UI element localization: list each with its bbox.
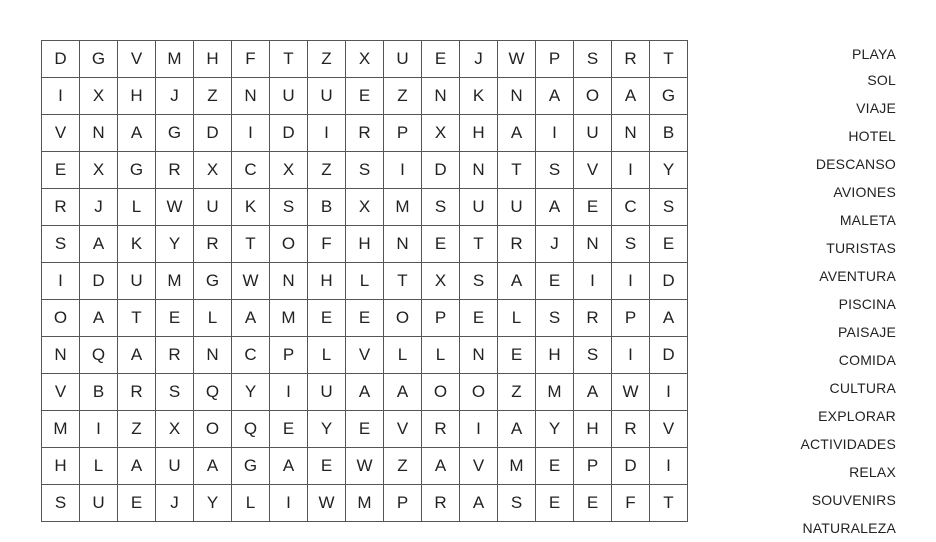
grid-cell[interactable]: A <box>498 411 536 448</box>
grid-cell[interactable]: I <box>460 411 498 448</box>
grid-cell[interactable]: Z <box>498 374 536 411</box>
grid-cell[interactable]: R <box>118 374 156 411</box>
word-list-item: CULTURA <box>829 380 896 396</box>
grid-cell[interactable]: H <box>460 115 498 152</box>
grid-cell[interactable]: E <box>498 337 536 374</box>
grid-cell[interactable]: X <box>194 152 232 189</box>
grid-cell[interactable]: I <box>574 263 612 300</box>
grid-cell[interactable]: S <box>270 189 308 226</box>
grid-cell[interactable]: D <box>270 115 308 152</box>
grid-cell[interactable]: Y <box>536 411 574 448</box>
grid-cell[interactable]: H <box>42 448 80 485</box>
grid-row <box>42 485 688 522</box>
grid-cell[interactable]: O <box>42 300 80 337</box>
grid-cell[interactable]: R <box>612 41 650 78</box>
grid-cell[interactable]: U <box>308 78 346 115</box>
word-list-item: AVIONES <box>833 184 896 200</box>
grid-cell[interactable]: A <box>270 448 308 485</box>
grid-cell[interactable]: A <box>384 374 422 411</box>
grid-cell[interactable]: I <box>308 115 346 152</box>
grid-cell[interactable]: F <box>308 226 346 263</box>
grid-cell[interactable]: D <box>194 115 232 152</box>
grid-cell[interactable]: R <box>498 226 536 263</box>
grid-cell[interactable]: A <box>650 300 688 337</box>
grid-cell[interactable]: A <box>346 374 384 411</box>
grid-row <box>42 189 688 226</box>
grid-cell[interactable]: J <box>156 78 194 115</box>
grid-cell[interactable]: M <box>270 300 308 337</box>
word-list-item: RELAX <box>849 464 896 480</box>
grid-cell[interactable]: I <box>42 263 80 300</box>
grid-cell[interactable]: E <box>536 485 574 522</box>
grid-cell[interactable]: M <box>498 448 536 485</box>
grid-cell[interactable]: O <box>460 374 498 411</box>
grid-cell[interactable]: F <box>232 41 270 78</box>
grid-cell[interactable]: I <box>232 115 270 152</box>
grid-cell[interactable]: H <box>346 226 384 263</box>
word-list-item: VIAJE <box>856 100 896 116</box>
grid-cell[interactable]: U <box>460 189 498 226</box>
grid-cell[interactable]: M <box>156 263 194 300</box>
grid-cell[interactable]: E <box>574 189 612 226</box>
word-list <box>696 40 896 542</box>
grid-cell[interactable]: T <box>232 226 270 263</box>
grid-cell[interactable]: P <box>574 448 612 485</box>
grid-cell[interactable]: J <box>156 485 194 522</box>
grid-cell[interactable]: R <box>574 300 612 337</box>
grid-cell[interactable]: N <box>422 78 460 115</box>
grid-cell[interactable]: Y <box>650 152 688 189</box>
grid-cell[interactable]: R <box>422 411 460 448</box>
grid-cell[interactable]: I <box>612 263 650 300</box>
grid-cell[interactable]: U <box>384 41 422 78</box>
grid-cell[interactable]: V <box>42 374 80 411</box>
grid-cell[interactable]: G <box>118 152 156 189</box>
grid-cell[interactable]: W <box>156 189 194 226</box>
grid-cell[interactable]: T <box>498 152 536 189</box>
grid-cell[interactable]: T <box>460 226 498 263</box>
grid-cell[interactable]: A <box>460 485 498 522</box>
grid-cell[interactable]: V <box>42 115 80 152</box>
word-list-item: EXPLORAR <box>818 408 896 424</box>
grid-cell[interactable]: Y <box>156 226 194 263</box>
grid-cell[interactable]: U <box>270 78 308 115</box>
grid-cell[interactable]: E <box>308 448 346 485</box>
grid-cell[interactable]: A <box>574 374 612 411</box>
grid-cell[interactable]: S <box>422 189 460 226</box>
grid-cell[interactable]: W <box>308 485 346 522</box>
grid-row <box>42 152 688 189</box>
grid-cell[interactable]: Z <box>194 78 232 115</box>
grid-cell[interactable]: V <box>346 337 384 374</box>
grid-cell[interactable]: S <box>156 374 194 411</box>
grid-cell[interactable]: Q <box>80 337 118 374</box>
grid-cell[interactable]: R <box>346 115 384 152</box>
grid-cell[interactable]: R <box>156 337 194 374</box>
grid-row <box>42 115 688 152</box>
grid-cell[interactable]: P <box>422 300 460 337</box>
grid-cell[interactable]: Y <box>194 485 232 522</box>
grid-cell[interactable]: C <box>232 337 270 374</box>
grid-cell[interactable]: R <box>422 485 460 522</box>
grid-cell[interactable]: D <box>422 152 460 189</box>
grid-cell[interactable]: E <box>308 300 346 337</box>
grid-cell[interactable]: E <box>346 78 384 115</box>
grid-cell[interactable]: N <box>232 78 270 115</box>
grid-cell[interactable]: E <box>156 300 194 337</box>
grid-cell[interactable]: B <box>650 115 688 152</box>
grid-cell[interactable]: V <box>460 448 498 485</box>
grid-cell[interactable]: O <box>422 374 460 411</box>
grid-cell[interactable]: I <box>650 374 688 411</box>
grid-cell[interactable]: H <box>574 411 612 448</box>
grid-cell[interactable]: U <box>574 115 612 152</box>
grid-cell[interactable]: L <box>194 300 232 337</box>
grid-cell[interactable]: S <box>460 263 498 300</box>
grid-cell[interactable]: L <box>80 448 118 485</box>
grid-cell[interactable]: O <box>384 300 422 337</box>
grid-cell[interactable]: B <box>308 189 346 226</box>
grid-cell[interactable]: Z <box>308 152 346 189</box>
grid-cell[interactable]: W <box>612 374 650 411</box>
word-list-item: SOL <box>867 72 896 88</box>
grid-cell[interactable]: I <box>270 485 308 522</box>
grid-cell[interactable]: R <box>612 411 650 448</box>
grid-cell[interactable]: P <box>384 485 422 522</box>
grid-cell[interactable]: R <box>194 226 232 263</box>
grid-cell[interactable]: L <box>384 337 422 374</box>
grid-cell[interactable]: Y <box>308 411 346 448</box>
grid-cell[interactable]: T <box>650 41 688 78</box>
grid-cell[interactable]: O <box>270 226 308 263</box>
grid-cell[interactable]: D <box>42 41 80 78</box>
grid-cell[interactable]: Z <box>118 411 156 448</box>
grid-cell[interactable]: I <box>384 152 422 189</box>
grid-cell[interactable]: U <box>498 189 536 226</box>
grid-cell[interactable]: A <box>194 448 232 485</box>
grid-cell[interactable]: A <box>232 300 270 337</box>
word-list-item: HOTEL <box>848 128 896 144</box>
grid-row <box>42 448 688 485</box>
grid-cell[interactable]: A <box>422 448 460 485</box>
grid-cell[interactable]: N <box>194 337 232 374</box>
word-list-item: ACTIVIDADES <box>800 436 896 452</box>
grid-cell[interactable]: X <box>270 152 308 189</box>
grid-cell[interactable]: S <box>612 226 650 263</box>
grid-cell[interactable]: S <box>536 300 574 337</box>
grid-cell[interactable]: A <box>118 115 156 152</box>
grid-cell[interactable]: P <box>612 300 650 337</box>
grid-cell[interactable]: X <box>80 78 118 115</box>
grid-row <box>42 411 688 448</box>
grid-cell[interactable]: C <box>232 152 270 189</box>
grid-cell[interactable]: L <box>118 189 156 226</box>
grid-cell[interactable]: V <box>574 152 612 189</box>
grid-cell[interactable]: A <box>80 300 118 337</box>
word-list-item: DESCANSO <box>815 156 896 172</box>
grid-cell[interactable]: Z <box>308 41 346 78</box>
grid-cell[interactable]: D <box>612 448 650 485</box>
grid-cell[interactable]: A <box>536 189 574 226</box>
grid-cell[interactable]: P <box>384 115 422 152</box>
grid-cell[interactable]: Z <box>384 78 422 115</box>
word-list-item: PLAYA <box>851 46 896 62</box>
grid-cell[interactable]: Q <box>232 411 270 448</box>
grid-cell[interactable]: O <box>194 411 232 448</box>
grid-row <box>42 263 688 300</box>
grid-cell[interactable]: W <box>498 41 536 78</box>
grid-cell[interactable]: Y <box>232 374 270 411</box>
grid-cell[interactable]: F <box>612 485 650 522</box>
grid-cell[interactable]: G <box>156 115 194 152</box>
grid-cell[interactable]: N <box>384 226 422 263</box>
grid-cell[interactable]: L <box>308 337 346 374</box>
grid-cell[interactable]: H <box>308 263 346 300</box>
grid-cell[interactable]: T <box>118 300 156 337</box>
grid-cell[interactable]: E <box>650 226 688 263</box>
word-list-item: PISCINA <box>838 296 896 312</box>
grid-cell[interactable]: N <box>460 152 498 189</box>
grid-cell[interactable]: E <box>574 485 612 522</box>
grid-cell[interactable]: I <box>270 374 308 411</box>
grid-cell[interactable]: E <box>346 411 384 448</box>
grid-cell[interactable]: D <box>80 263 118 300</box>
grid-cell[interactable]: J <box>460 41 498 78</box>
grid-cell[interactable]: I <box>612 152 650 189</box>
grid-cell[interactable]: N <box>42 337 80 374</box>
grid-cell[interactable]: A <box>612 78 650 115</box>
word-list-item: MALETA <box>839 212 896 228</box>
grid-cell[interactable]: E <box>422 226 460 263</box>
grid-cell[interactable]: N <box>612 115 650 152</box>
grid-cell[interactable]: E <box>422 41 460 78</box>
grid-cell[interactable]: L <box>232 485 270 522</box>
grid-cell[interactable]: K <box>232 189 270 226</box>
grid-cell[interactable]: A <box>498 115 536 152</box>
grid-cell[interactable]: I <box>536 115 574 152</box>
grid-cell[interactable]: I <box>612 337 650 374</box>
grid-cell[interactable]: M <box>156 41 194 78</box>
grid-cell[interactable]: G <box>194 263 232 300</box>
grid-cell[interactable]: O <box>574 78 612 115</box>
grid-cell[interactable]: L <box>346 263 384 300</box>
grid-cell[interactable]: E <box>536 263 574 300</box>
grid-cell[interactable]: W <box>232 263 270 300</box>
grid-cell[interactable]: D <box>650 263 688 300</box>
grid-cell[interactable]: L <box>422 337 460 374</box>
grid-cell[interactable]: N <box>498 78 536 115</box>
grid-cell[interactable]: P <box>536 41 574 78</box>
grid-cell[interactable]: D <box>650 337 688 374</box>
grid-cell[interactable]: M <box>536 374 574 411</box>
word-list-item: SOUVENIRS <box>811 492 896 508</box>
grid-row <box>42 300 688 337</box>
grid-cell[interactable]: X <box>346 41 384 78</box>
grid-cell[interactable]: G <box>232 448 270 485</box>
grid-cell[interactable]: U <box>308 374 346 411</box>
grid-cell[interactable]: E <box>42 152 80 189</box>
grid-cell[interactable]: W <box>346 448 384 485</box>
grid-cell[interactable]: S <box>42 226 80 263</box>
grid-cell[interactable]: S <box>574 337 612 374</box>
grid-cell[interactable]: X <box>346 189 384 226</box>
grid-cell[interactable]: U <box>156 448 194 485</box>
grid-cell[interactable]: S <box>650 189 688 226</box>
grid-row <box>42 41 688 78</box>
word-list-item: NATURALEZA <box>802 520 896 536</box>
grid-cell[interactable]: A <box>118 337 156 374</box>
grid-cell[interactable]: U <box>118 263 156 300</box>
grid-cell[interactable]: B <box>80 374 118 411</box>
grid-cell[interactable]: X <box>156 411 194 448</box>
grid-cell[interactable]: V <box>650 411 688 448</box>
grid-cell[interactable]: A <box>80 226 118 263</box>
grid-cell[interactable]: U <box>80 485 118 522</box>
grid-cell[interactable]: J <box>536 226 574 263</box>
grid-cell[interactable]: M <box>384 189 422 226</box>
grid-cell[interactable]: E <box>536 448 574 485</box>
grid-cell[interactable]: N <box>460 337 498 374</box>
word-list-item: TURISTAS <box>826 240 896 256</box>
grid-cell[interactable]: S <box>536 152 574 189</box>
grid-cell[interactable]: H <box>118 78 156 115</box>
grid-row <box>42 78 688 115</box>
grid-cell[interactable]: L <box>498 300 536 337</box>
grid-cell[interactable]: N <box>270 263 308 300</box>
grid-row <box>42 374 688 411</box>
grid-cell[interactable]: I <box>80 411 118 448</box>
grid-cell[interactable]: M <box>42 411 80 448</box>
grid-cell[interactable]: N <box>574 226 612 263</box>
grid-row <box>42 337 688 374</box>
grid-cell[interactable]: G <box>650 78 688 115</box>
word-list-item: AVENTURA <box>819 268 896 284</box>
grid-cell[interactable]: A <box>118 448 156 485</box>
grid-cell[interactable]: N <box>80 115 118 152</box>
grid-cell[interactable]: I <box>650 448 688 485</box>
grid-cell[interactable]: M <box>346 485 384 522</box>
word-list-item: PAISAJE <box>838 324 896 340</box>
grid-cell[interactable]: S <box>498 485 536 522</box>
grid-cell[interactable]: X <box>422 115 460 152</box>
grid-cell[interactable]: A <box>498 263 536 300</box>
grid-cell[interactable]: H <box>536 337 574 374</box>
grid-cell[interactable]: C <box>612 189 650 226</box>
letter-grid <box>41 40 688 522</box>
grid-cell[interactable]: X <box>422 263 460 300</box>
grid-cell[interactable]: R <box>42 189 80 226</box>
grid-cell[interactable]: S <box>574 41 612 78</box>
grid-cell[interactable]: R <box>156 152 194 189</box>
grid-cell[interactable]: A <box>536 78 574 115</box>
grid-cell[interactable]: V <box>384 411 422 448</box>
grid-cell[interactable]: I <box>42 78 80 115</box>
grid-cell[interactable]: J <box>80 189 118 226</box>
grid-cell[interactable]: Q <box>194 374 232 411</box>
grid-cell[interactable]: G <box>80 41 118 78</box>
word-list-item: COMIDA <box>838 352 896 368</box>
grid-cell[interactable]: E <box>270 411 308 448</box>
grid-cell[interactable]: U <box>194 189 232 226</box>
grid-row <box>42 226 688 263</box>
grid-cell[interactable]: P <box>270 337 308 374</box>
grid-cell[interactable]: T <box>650 485 688 522</box>
grid-cell[interactable]: S <box>42 485 80 522</box>
grid-cell[interactable]: V <box>118 41 156 78</box>
grid-cell[interactable]: S <box>346 152 384 189</box>
grid-cell[interactable]: H <box>194 41 232 78</box>
grid-cell[interactable]: K <box>460 78 498 115</box>
grid-cell[interactable]: T <box>270 41 308 78</box>
grid-cell[interactable]: E <box>460 300 498 337</box>
grid-cell[interactable]: Z <box>384 448 422 485</box>
grid-cell[interactable]: X <box>80 152 118 189</box>
grid-cell[interactable]: T <box>384 263 422 300</box>
grid-cell[interactable]: E <box>118 485 156 522</box>
grid-cell[interactable]: E <box>346 300 384 337</box>
grid-cell[interactable]: K <box>118 226 156 263</box>
